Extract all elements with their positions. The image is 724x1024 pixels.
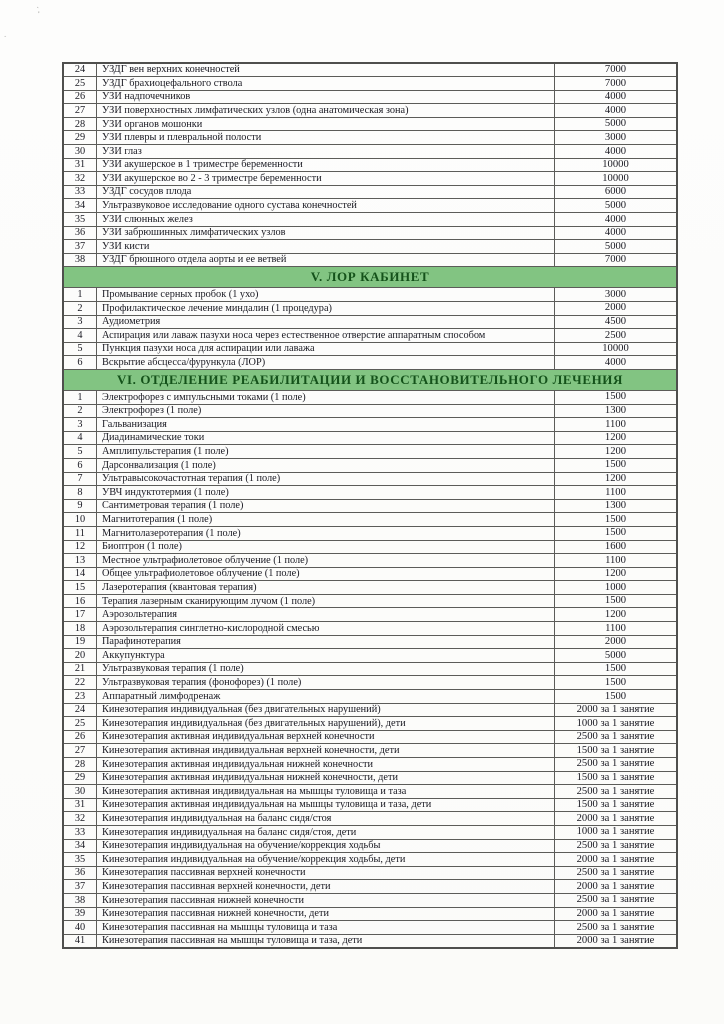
table-row bbox=[63, 866, 677, 880]
service-price: 1500 bbox=[555, 594, 678, 608]
table-row bbox=[63, 662, 677, 676]
service-price: 1000 bbox=[555, 581, 678, 595]
service-name: Профилактическое лечение миндалин (1 процедура) bbox=[97, 302, 555, 316]
table-row bbox=[63, 785, 677, 799]
row-number: 30 bbox=[63, 145, 97, 159]
row-number: 40 bbox=[63, 921, 97, 935]
table-row bbox=[63, 486, 677, 500]
service-name: Пункция пазухи носа для аспирации или лаважа bbox=[97, 342, 555, 356]
row-number: 13 bbox=[63, 554, 97, 568]
service-price: 4000 bbox=[555, 356, 678, 370]
service-price: 1200 bbox=[555, 445, 678, 459]
service-name: УЗДГ вен верхних конечностей bbox=[97, 63, 555, 77]
service-price: 1300 bbox=[555, 499, 678, 513]
service-price: 1500 bbox=[555, 390, 678, 404]
service-price: 2000 за 1 занятие bbox=[555, 853, 678, 867]
service-name: Промывание серных пробок (1 ухо) bbox=[97, 288, 555, 302]
row-number: 9 bbox=[63, 499, 97, 513]
service-price: 1500 bbox=[555, 676, 678, 690]
service-price: 2500 за 1 занятие bbox=[555, 758, 678, 772]
row-number: 38 bbox=[63, 253, 97, 267]
table-row bbox=[63, 213, 677, 227]
service-name: Кинезотерапия активная индивидуальная нижней конечности bbox=[97, 758, 555, 772]
table-row bbox=[63, 567, 677, 581]
service-price: 10000 bbox=[555, 172, 678, 186]
table-row bbox=[63, 315, 677, 329]
service-name: УЗДГ брахиоцефального ствола bbox=[97, 77, 555, 91]
row-number: 38 bbox=[63, 893, 97, 907]
service-price: 2500 за 1 занятие bbox=[555, 893, 678, 907]
service-price: 6000 bbox=[555, 185, 678, 199]
table-row bbox=[63, 608, 677, 622]
table-row bbox=[63, 581, 677, 595]
service-price: 5000 bbox=[555, 117, 678, 131]
table-row bbox=[63, 853, 677, 867]
service-name: Аудиометрия bbox=[97, 315, 555, 329]
table-row bbox=[63, 907, 677, 921]
row-number: 25 bbox=[63, 77, 97, 91]
service-price: 1200 bbox=[555, 567, 678, 581]
row-number: 23 bbox=[63, 690, 97, 704]
table-row bbox=[63, 934, 677, 948]
service-price: 4000 bbox=[555, 226, 678, 240]
service-price: 1000 за 1 занятие bbox=[555, 717, 678, 731]
table-row bbox=[63, 329, 677, 343]
row-number: 10 bbox=[63, 513, 97, 527]
service-name: УЗИ надпочечников bbox=[97, 90, 555, 104]
service-price: 4500 bbox=[555, 315, 678, 329]
table-row bbox=[63, 288, 677, 302]
table-row bbox=[63, 404, 677, 418]
service-name: УЗИ кисти bbox=[97, 240, 555, 254]
table-row bbox=[63, 342, 677, 356]
service-name: Кинезотерапия индивидуальная на обучение/коррекция ходьбы, дети bbox=[97, 853, 555, 867]
service-price: 2500 за 1 занятие bbox=[555, 730, 678, 744]
section-title: V. ЛОР КАБИНЕТ bbox=[63, 267, 677, 288]
table-row bbox=[63, 104, 677, 118]
table-row bbox=[63, 145, 677, 159]
service-price: 1200 bbox=[555, 608, 678, 622]
row-number: 3 bbox=[63, 418, 97, 432]
service-name: Парафинотерапия bbox=[97, 635, 555, 649]
service-name: Кинезотерапия индивидуальная на баланс сидя/стоя, дети bbox=[97, 825, 555, 839]
table-row bbox=[63, 676, 677, 690]
service-name: УЗИ плевры и плевральной полости bbox=[97, 131, 555, 145]
service-name: Кинезотерапия индивидуальная на баланс сидя/стоя bbox=[97, 812, 555, 826]
service-name: Кинезотерапия индивидуальная (без двигательных нарушений), дети bbox=[97, 717, 555, 731]
row-number: 31 bbox=[63, 798, 97, 812]
row-number: 32 bbox=[63, 172, 97, 186]
table-row bbox=[63, 240, 677, 254]
row-number: 35 bbox=[63, 853, 97, 867]
table-row bbox=[63, 131, 677, 145]
row-number: 22 bbox=[63, 676, 97, 690]
table-row bbox=[63, 431, 677, 445]
service-name: Аппаратный лимфодренаж bbox=[97, 690, 555, 704]
service-name: Магнитотерапия (1 поле) bbox=[97, 513, 555, 527]
row-number: 33 bbox=[63, 825, 97, 839]
row-number: 11 bbox=[63, 526, 97, 540]
table-row bbox=[63, 526, 677, 540]
service-name: УЗДГ брюшного отдела аорты и ее ветвей bbox=[97, 253, 555, 267]
service-name: Кинезотерапия пассивная нижней конечности, дети bbox=[97, 907, 555, 921]
service-name: Аэрозольтерапия bbox=[97, 608, 555, 622]
table-row bbox=[63, 172, 677, 186]
table-row bbox=[63, 893, 677, 907]
table-row bbox=[63, 703, 677, 717]
row-number: 6 bbox=[63, 458, 97, 472]
row-number: 19 bbox=[63, 635, 97, 649]
table-row bbox=[63, 690, 677, 704]
table-row bbox=[63, 90, 677, 104]
service-name: Кинезотерапия активная индивидуальная на мышцы туловища и таза bbox=[97, 785, 555, 799]
service-price: 5000 bbox=[555, 199, 678, 213]
service-name: Магнитолазеротерапия (1 поле) bbox=[97, 526, 555, 540]
row-number: 5 bbox=[63, 445, 97, 459]
service-price: 7000 bbox=[555, 253, 678, 267]
service-price: 2000 bbox=[555, 635, 678, 649]
service-name: Кинезотерапия индивидуальная (без двигательных нарушений) bbox=[97, 703, 555, 717]
service-name: УЗИ забрюшинных лимфатических узлов bbox=[97, 226, 555, 240]
table-row bbox=[63, 77, 677, 91]
service-price: 1500 за 1 занятие bbox=[555, 771, 678, 785]
row-number: 24 bbox=[63, 63, 97, 77]
row-number: 33 bbox=[63, 185, 97, 199]
service-name: Кинезотерапия пассивная на мышцы туловища и таза bbox=[97, 921, 555, 935]
row-number: 39 bbox=[63, 907, 97, 921]
service-name: Вскрытие абсцесса/фурункула (ЛОР) bbox=[97, 356, 555, 370]
service-price: 2000 за 1 занятие bbox=[555, 934, 678, 948]
table-row bbox=[63, 771, 677, 785]
service-name: УВЧ индуктотермия (1 поле) bbox=[97, 486, 555, 500]
table-row bbox=[63, 356, 677, 370]
service-price: 2500 за 1 занятие bbox=[555, 839, 678, 853]
section-header-row bbox=[63, 267, 677, 288]
service-name: Гальванизация bbox=[97, 418, 555, 432]
table-row bbox=[63, 880, 677, 894]
table-row bbox=[63, 513, 677, 527]
table-row bbox=[63, 158, 677, 172]
service-price: 4000 bbox=[555, 145, 678, 159]
row-number: 37 bbox=[63, 240, 97, 254]
row-number: 15 bbox=[63, 581, 97, 595]
service-name: Электрофорез с импульсными токами (1 поле) bbox=[97, 390, 555, 404]
service-name: УЗИ органов мошонки bbox=[97, 117, 555, 131]
service-price: 5000 bbox=[555, 649, 678, 663]
row-number: 17 bbox=[63, 608, 97, 622]
row-number: 21 bbox=[63, 662, 97, 676]
service-price: 10000 bbox=[555, 342, 678, 356]
table-row bbox=[63, 758, 677, 772]
row-number: 24 bbox=[63, 703, 97, 717]
row-number: 32 bbox=[63, 812, 97, 826]
row-number: 1 bbox=[63, 390, 97, 404]
service-price: 1200 bbox=[555, 431, 678, 445]
service-price: 5000 bbox=[555, 240, 678, 254]
service-name: Аккупунктура bbox=[97, 649, 555, 663]
row-number: 31 bbox=[63, 158, 97, 172]
table-row bbox=[63, 185, 677, 199]
service-name: Аэрозольтерапия синглетно-кислородной смесью bbox=[97, 622, 555, 636]
service-name: Биоптрон (1 поле) bbox=[97, 540, 555, 554]
service-name: Кинезотерапия пассивная нижней конечности bbox=[97, 893, 555, 907]
table-row bbox=[63, 226, 677, 240]
table-row bbox=[63, 649, 677, 663]
service-name: Общее ультрафиолетовое облучение (1 поле) bbox=[97, 567, 555, 581]
row-number: 37 bbox=[63, 880, 97, 894]
service-price: 1600 bbox=[555, 540, 678, 554]
service-name: Кинезотерапия активная индивидуальная верхней конечности bbox=[97, 730, 555, 744]
row-number: 3 bbox=[63, 315, 97, 329]
row-number: 5 bbox=[63, 342, 97, 356]
service-price: 3000 bbox=[555, 288, 678, 302]
table-row bbox=[63, 540, 677, 554]
service-name: УЗИ акушерское в 1 триместре беременности bbox=[97, 158, 555, 172]
service-price: 1300 bbox=[555, 404, 678, 418]
row-number: 34 bbox=[63, 199, 97, 213]
service-name: Амплипульстерапия (1 поле) bbox=[97, 445, 555, 459]
table-row bbox=[63, 812, 677, 826]
row-number: 7 bbox=[63, 472, 97, 486]
section-title: VI. ОТДЕЛЕНИЕ РЕАБИЛИТАЦИИ И ВОССТАНОВИТЕЛЬНОГО ЛЕЧЕНИЯ bbox=[63, 369, 677, 390]
table-row bbox=[63, 730, 677, 744]
table-row bbox=[63, 622, 677, 636]
table-row bbox=[63, 458, 677, 472]
service-name: Сантиметровая терапия (1 поле) bbox=[97, 499, 555, 513]
row-number: 26 bbox=[63, 90, 97, 104]
table-row bbox=[63, 635, 677, 649]
price-table bbox=[62, 62, 678, 949]
row-number: 4 bbox=[63, 329, 97, 343]
row-number: 27 bbox=[63, 744, 97, 758]
table-row bbox=[63, 390, 677, 404]
row-number: 14 bbox=[63, 567, 97, 581]
service-price: 2000 bbox=[555, 302, 678, 316]
table-row bbox=[63, 117, 677, 131]
service-name: Кинезотерапия активная индивидуальная на мышцы туловища и таза, дети bbox=[97, 798, 555, 812]
service-name: Местное ультрафиолетовое облучение (1 поле) bbox=[97, 554, 555, 568]
service-price: 2000 за 1 занятие bbox=[555, 703, 678, 717]
table-row bbox=[63, 798, 677, 812]
service-price: 2500 за 1 занятие bbox=[555, 921, 678, 935]
service-name: УЗДГ сосудов плода bbox=[97, 185, 555, 199]
service-name: УЗИ глаз bbox=[97, 145, 555, 159]
service-name: УЗИ поверхностных лимфатических узлов (одна анатомическая зона) bbox=[97, 104, 555, 118]
row-number: 34 bbox=[63, 839, 97, 853]
table-row bbox=[63, 253, 677, 267]
table-row bbox=[63, 418, 677, 432]
table-row bbox=[63, 594, 677, 608]
service-name: Кинезотерапия пассивная на мышцы туловища и таза, дети bbox=[97, 934, 555, 948]
scan-artifact: ` bbox=[3, 34, 11, 42]
row-number: 1 bbox=[63, 288, 97, 302]
row-number: 29 bbox=[63, 771, 97, 785]
service-name: Дарсонвализация (1 поле) bbox=[97, 458, 555, 472]
service-name: УЗИ слюнных желез bbox=[97, 213, 555, 227]
service-price: 1100 bbox=[555, 418, 678, 432]
row-number: 4 bbox=[63, 431, 97, 445]
price-table-body bbox=[63, 63, 677, 948]
service-price: 1500 bbox=[555, 690, 678, 704]
service-price: 3000 bbox=[555, 131, 678, 145]
service-price: 2500 за 1 занятие bbox=[555, 866, 678, 880]
table-row bbox=[63, 839, 677, 853]
row-number: 20 bbox=[63, 649, 97, 663]
service-name: Аспирация или лаваж пазухи носа через естественное отверстие аппаратным способом bbox=[97, 329, 555, 343]
service-price: 1100 bbox=[555, 622, 678, 636]
table-row bbox=[63, 744, 677, 758]
table-row bbox=[63, 472, 677, 486]
service-name: Ультравысокочастотная терапия (1 поле) bbox=[97, 472, 555, 486]
service-price: 2500 за 1 занятие bbox=[555, 785, 678, 799]
row-number: 16 bbox=[63, 594, 97, 608]
row-number: 27 bbox=[63, 104, 97, 118]
row-number: 28 bbox=[63, 758, 97, 772]
service-name: Ультразвуковая терапия (фонофорез) (1 поле) bbox=[97, 676, 555, 690]
service-price: 1100 bbox=[555, 486, 678, 500]
row-number: 2 bbox=[63, 404, 97, 418]
service-price: 1100 bbox=[555, 554, 678, 568]
service-price: 1500 за 1 занятие bbox=[555, 744, 678, 758]
service-price: 4000 bbox=[555, 213, 678, 227]
service-price: 1000 за 1 занятие bbox=[555, 825, 678, 839]
row-number: 36 bbox=[63, 866, 97, 880]
service-price: 4000 bbox=[555, 90, 678, 104]
row-number: 8 bbox=[63, 486, 97, 500]
scan-artifact: `, bbox=[35, 5, 41, 15]
service-name: Кинезотерапия активная индивидуальная верхней конечности, дети bbox=[97, 744, 555, 758]
service-price: 4000 bbox=[555, 104, 678, 118]
table-row bbox=[63, 63, 677, 77]
service-price: 2000 за 1 занятие bbox=[555, 907, 678, 921]
service-price: 2000 за 1 занятие bbox=[555, 880, 678, 894]
row-number: 30 bbox=[63, 785, 97, 799]
table-row bbox=[63, 199, 677, 213]
service-price: 1500 за 1 занятие bbox=[555, 798, 678, 812]
row-number: 25 bbox=[63, 717, 97, 731]
service-name: Лазеротерапия (квантовая терапия) bbox=[97, 581, 555, 595]
service-name: Электрофорез (1 поле) bbox=[97, 404, 555, 418]
service-price: 1200 bbox=[555, 472, 678, 486]
table-row bbox=[63, 445, 677, 459]
row-number: 29 bbox=[63, 131, 97, 145]
service-name: Кинезотерапия активная индивидуальная нижней конечности, дети bbox=[97, 771, 555, 785]
service-name: Ультразвуковая терапия (1 поле) bbox=[97, 662, 555, 676]
service-price: 1500 bbox=[555, 458, 678, 472]
service-name: Диадинамические токи bbox=[97, 431, 555, 445]
row-number: 35 bbox=[63, 213, 97, 227]
row-number: 12 bbox=[63, 540, 97, 554]
service-price: 2500 bbox=[555, 329, 678, 343]
row-number: 18 bbox=[63, 622, 97, 636]
service-price: 7000 bbox=[555, 77, 678, 91]
service-name: Кинезотерапия пассивная верхней конечности bbox=[97, 866, 555, 880]
service-price: 1500 bbox=[555, 513, 678, 527]
table-row bbox=[63, 921, 677, 935]
table-row bbox=[63, 499, 677, 513]
table-row bbox=[63, 825, 677, 839]
service-name: УЗИ акушерское во 2 - 3 триместре беременности bbox=[97, 172, 555, 186]
service-name: Терапия лазерным сканирующим лучом (1 поле) bbox=[97, 594, 555, 608]
table-row bbox=[63, 554, 677, 568]
service-name: Кинезотерапия пассивная верхней конечности, дети bbox=[97, 880, 555, 894]
row-number: 41 bbox=[63, 934, 97, 948]
service-name: Кинезотерапия индивидуальная на обучение/коррекция ходьбы bbox=[97, 839, 555, 853]
service-name: Ультразвуковое исследование одного сустава конечностей bbox=[97, 199, 555, 213]
row-number: 26 bbox=[63, 730, 97, 744]
service-price: 7000 bbox=[555, 63, 678, 77]
table-row bbox=[63, 717, 677, 731]
row-number: 28 bbox=[63, 117, 97, 131]
row-number: 36 bbox=[63, 226, 97, 240]
service-price: 10000 bbox=[555, 158, 678, 172]
table-row bbox=[63, 302, 677, 316]
service-price: 2000 за 1 занятие bbox=[555, 812, 678, 826]
service-price: 1500 bbox=[555, 526, 678, 540]
service-price: 1500 bbox=[555, 662, 678, 676]
row-number: 2 bbox=[63, 302, 97, 316]
section-header-row bbox=[63, 369, 677, 390]
row-number: 6 bbox=[63, 356, 97, 370]
